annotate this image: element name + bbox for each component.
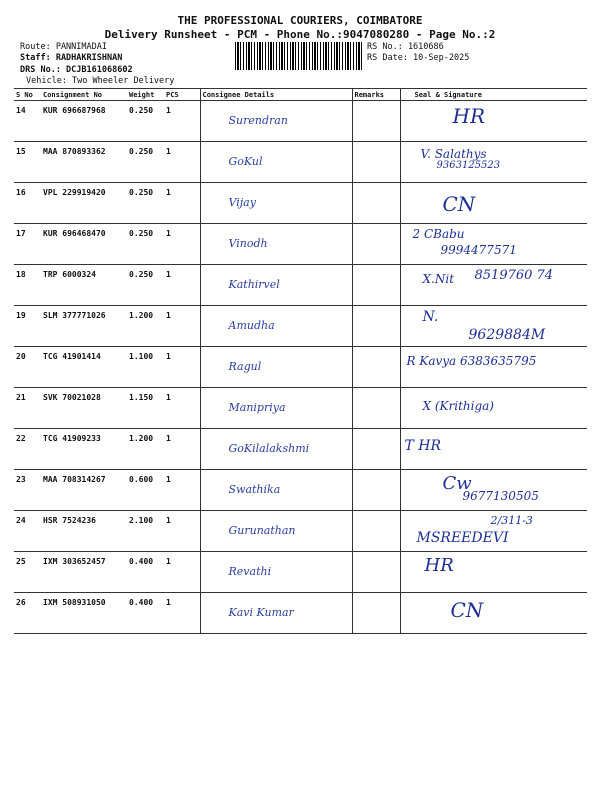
col-seal: Seal & Signature bbox=[400, 89, 587, 101]
row-remarks bbox=[352, 101, 400, 142]
row-weight: 1.150 bbox=[127, 388, 164, 429]
row-consignment: VPL 229919420 bbox=[41, 183, 127, 224]
row-consignment: SLM 377771026 bbox=[41, 306, 127, 347]
consignee-name: Gurunathan bbox=[228, 524, 296, 537]
signature-note: 9677130505 bbox=[462, 489, 539, 503]
row-signature bbox=[400, 306, 587, 347]
row-pcs: 1 bbox=[164, 470, 200, 511]
row-pcs: 1 bbox=[164, 429, 200, 470]
row-pcs: 1 bbox=[164, 347, 200, 388]
row-consignee bbox=[200, 511, 352, 552]
row-remarks bbox=[352, 183, 400, 224]
vehicle-label: Vehicle: Two Wheeler Delivery bbox=[26, 76, 175, 86]
row-signature bbox=[400, 429, 587, 470]
row-pcs: 1 bbox=[164, 388, 200, 429]
table-row bbox=[14, 183, 587, 224]
row-consignment: KUR 696468470 bbox=[41, 224, 127, 265]
row-signature bbox=[400, 593, 587, 634]
row-signature bbox=[400, 552, 587, 593]
row-pcs: 1 bbox=[164, 101, 200, 142]
row-consignee bbox=[200, 101, 352, 142]
row-signature bbox=[400, 142, 587, 183]
consignee-name: Swathika bbox=[228, 483, 281, 496]
table-row bbox=[14, 429, 587, 470]
row-sno: 19 bbox=[14, 306, 41, 347]
signature-mark: 2 CBabu bbox=[412, 227, 465, 241]
col-pcs: PCS bbox=[164, 89, 200, 101]
row-consignee bbox=[200, 552, 352, 593]
row-remarks bbox=[352, 142, 400, 183]
row-consignment: IXM 508931050 bbox=[41, 593, 127, 634]
row-weight: 0.250 bbox=[127, 265, 164, 306]
row-consignee bbox=[200, 142, 352, 183]
col-consignment: Consignment No bbox=[41, 89, 127, 101]
staff-label: Staff: RADHAKRISHNAN bbox=[20, 53, 123, 63]
signature-mark: N. bbox=[422, 309, 439, 325]
row-consignee bbox=[200, 265, 352, 306]
rs-number: RS No.: 1610686 bbox=[367, 42, 444, 52]
signature-mark: HR bbox=[452, 104, 485, 128]
row-consignment: MAA 870893362 bbox=[41, 142, 127, 183]
row-signature bbox=[400, 347, 587, 388]
row-sno: 26 bbox=[14, 593, 41, 634]
row-weight: 0.250 bbox=[127, 142, 164, 183]
signature-mark: X (Krithiga) bbox=[422, 399, 494, 413]
table-row bbox=[14, 142, 587, 183]
row-consignee bbox=[200, 224, 352, 265]
signature-mark: CN bbox=[450, 598, 484, 622]
row-weight: 2.100 bbox=[127, 511, 164, 552]
signature-mark: 2/311-3 bbox=[490, 514, 533, 527]
row-sno: 16 bbox=[14, 183, 41, 224]
drs-label: DRS No.: DCJB161068602 bbox=[20, 65, 133, 75]
row-weight: 0.400 bbox=[127, 552, 164, 593]
route-label: Route: PANNIMADAI bbox=[20, 42, 107, 52]
row-consignment: HSR 7524236 bbox=[41, 511, 127, 552]
row-consignment: IXM 303652457 bbox=[41, 552, 127, 593]
consignee-name: Amudha bbox=[228, 319, 275, 332]
col-remarks: Remarks bbox=[352, 89, 400, 101]
row-pcs: 1 bbox=[164, 142, 200, 183]
runsheet-subtitle: Delivery Runsheet - PCM - Phone No.:9047080280 - Page No.:2 bbox=[104, 28, 496, 41]
signature-note: 8519760 74 bbox=[474, 268, 554, 283]
row-consignment: TCG 41901414 bbox=[41, 347, 127, 388]
col-weight: Weight bbox=[127, 89, 164, 101]
row-signature bbox=[400, 183, 587, 224]
row-consignment: TCG 41909233 bbox=[41, 429, 127, 470]
row-consignment: KUR 696687968 bbox=[41, 101, 127, 142]
row-pcs: 1 bbox=[164, 511, 200, 552]
row-remarks bbox=[352, 347, 400, 388]
row-signature bbox=[400, 224, 587, 265]
consignee-name: Kavi Kumar bbox=[228, 606, 294, 619]
consignee-name: Revathi bbox=[228, 565, 272, 578]
signature-note: 9994477571 bbox=[440, 243, 517, 257]
row-pcs: 1 bbox=[164, 224, 200, 265]
table-row bbox=[14, 101, 587, 142]
table-row bbox=[14, 511, 587, 552]
row-weight: 1.200 bbox=[127, 429, 164, 470]
table-row bbox=[14, 593, 587, 634]
row-consignment: TRP 6000324 bbox=[41, 265, 127, 306]
row-weight: 0.250 bbox=[127, 101, 164, 142]
table-row bbox=[14, 470, 587, 511]
consignee-name: Manipriya bbox=[228, 401, 286, 414]
consignee-name: GoKul bbox=[228, 155, 263, 168]
company-title: THE PROFESSIONAL COURIERS, COIMBATORE bbox=[177, 14, 423, 27]
rs-date: RS Date: 10-Sep-2025 bbox=[367, 53, 470, 63]
row-consignee bbox=[200, 347, 352, 388]
signature-mark: X.Nit bbox=[422, 272, 455, 286]
consignee-name: Surendran bbox=[228, 114, 288, 127]
barcode bbox=[235, 42, 363, 70]
row-signature bbox=[400, 511, 587, 552]
row-consignee bbox=[200, 306, 352, 347]
signature-mark: Cw bbox=[442, 473, 472, 494]
row-sno: 23 bbox=[14, 470, 41, 511]
row-remarks bbox=[352, 388, 400, 429]
signature-mark: HR bbox=[424, 555, 454, 576]
row-consignee bbox=[200, 429, 352, 470]
row-sno: 24 bbox=[14, 511, 41, 552]
signature-mark: T HR bbox=[404, 438, 442, 454]
row-consignee bbox=[200, 470, 352, 511]
row-pcs: 1 bbox=[164, 306, 200, 347]
row-pcs: 1 bbox=[164, 593, 200, 634]
signature-mark: V. Salathys bbox=[420, 147, 487, 161]
col-sno: S No bbox=[14, 89, 41, 101]
row-sno: 25 bbox=[14, 552, 41, 593]
row-remarks bbox=[352, 552, 400, 593]
row-remarks bbox=[352, 265, 400, 306]
consignee-name: Kathirvel bbox=[228, 278, 280, 291]
table-row bbox=[14, 388, 587, 429]
consignee-name: Vinodh bbox=[228, 237, 268, 250]
consignee-name: Ragul bbox=[228, 360, 262, 373]
row-signature bbox=[400, 470, 587, 511]
row-pcs: 1 bbox=[164, 552, 200, 593]
row-signature bbox=[400, 265, 587, 306]
row-remarks bbox=[352, 511, 400, 552]
row-remarks bbox=[352, 470, 400, 511]
table-row bbox=[14, 306, 587, 347]
row-sno: 21 bbox=[14, 388, 41, 429]
signature-mark: CN bbox=[442, 192, 476, 216]
row-remarks bbox=[352, 224, 400, 265]
row-consignee bbox=[200, 183, 352, 224]
row-consignee bbox=[200, 388, 352, 429]
row-consignment: MAA 708314267 bbox=[41, 470, 127, 511]
table-row bbox=[14, 347, 587, 388]
row-sno: 15 bbox=[14, 142, 41, 183]
signature-note: MSREEDEVI bbox=[416, 530, 509, 546]
signature-note: 9629884M bbox=[468, 327, 546, 343]
row-consignee bbox=[200, 593, 352, 634]
table-header bbox=[14, 89, 587, 101]
row-pcs: 1 bbox=[164, 183, 200, 224]
row-signature bbox=[400, 388, 587, 429]
row-remarks bbox=[352, 429, 400, 470]
row-weight: 0.250 bbox=[127, 183, 164, 224]
table-row bbox=[14, 224, 587, 265]
col-consignee: Consignee Details bbox=[200, 89, 352, 101]
table-row bbox=[14, 265, 587, 306]
row-weight: 1.200 bbox=[127, 306, 164, 347]
consignee-name: Vijay bbox=[228, 196, 256, 209]
row-weight: 1.100 bbox=[127, 347, 164, 388]
row-signature bbox=[400, 101, 587, 142]
consignee-name: GoKilalakshmi bbox=[228, 442, 310, 455]
row-sno: 20 bbox=[14, 347, 41, 388]
row-sno: 18 bbox=[14, 265, 41, 306]
runsheet-table bbox=[14, 88, 587, 634]
row-sno: 22 bbox=[14, 429, 41, 470]
row-weight: 0.250 bbox=[127, 224, 164, 265]
row-pcs: 1 bbox=[164, 265, 200, 306]
row-remarks bbox=[352, 306, 400, 347]
signature-note: 9363125523 bbox=[436, 160, 501, 171]
row-sno: 17 bbox=[14, 224, 41, 265]
row-consignment: SVK 70021028 bbox=[41, 388, 127, 429]
row-remarks bbox=[352, 593, 400, 634]
table-row bbox=[14, 552, 587, 593]
row-sno: 14 bbox=[14, 101, 41, 142]
signature-mark: R Kavya 6383635795 bbox=[406, 354, 537, 368]
row-weight: 0.600 bbox=[127, 470, 164, 511]
row-weight: 0.400 bbox=[127, 593, 164, 634]
